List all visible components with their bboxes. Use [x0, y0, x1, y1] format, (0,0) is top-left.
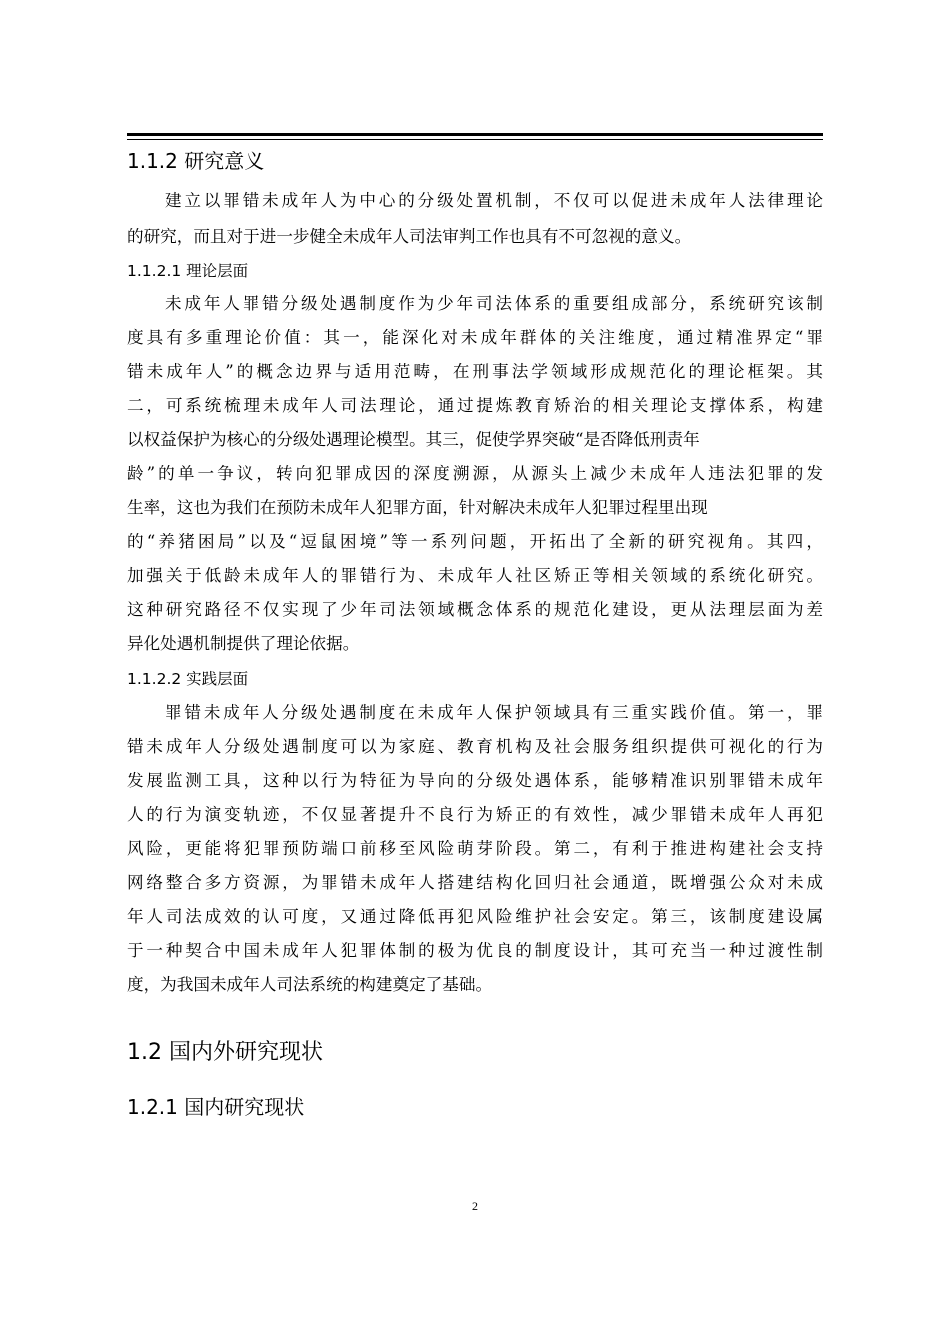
- paragraph-line: 龄”的单一争议，转向犯罪成因的深度溯源，从源头上减少未成年人违法犯罪的发: [127, 464, 823, 483]
- paragraph-line: 这种研究路径不仅实现了少年司法领域概念体系的规范化建设，更从法理层面为差: [127, 600, 823, 619]
- paragraph-line: 风险，更能将犯罪预防端口前移至风险萌芽阶段。第二，有利于推进构建社会支持: [127, 839, 823, 858]
- paragraph-line: 加强关于低龄未成年人的罪错行为、未成年人社区矫正等相关领域的系统化研究。: [127, 566, 823, 585]
- paragraph-line: 的研究，而且对于进一步健全未成年人司法审判工作也具有不可忽视的意义。: [127, 227, 692, 246]
- paragraph-line: 度具有多重理论价值：其一，能深化对未成年群体的关注维度，通过精准界定“罪: [127, 328, 823, 347]
- header-rule-thin: [127, 139, 823, 140]
- paragraph-line: 人的行为演变轨迹，不仅显著提升不良行为矫正的有效性，减少罪错未成年人再犯: [127, 805, 823, 824]
- page-number: 2: [472, 1199, 478, 1213]
- paragraph-line: 度，为我国未成年人司法系统的构建奠定了基础。: [127, 975, 493, 994]
- paragraph-line: 以权益保护为核心的分级处遇理论模型。其三，促使学界突破“是否降低刑责年: [127, 430, 700, 449]
- header-rule-thick: [127, 133, 823, 136]
- paragraph-line: 错未成年人分级处遇制度可以为家庭、教育机构及社会服务组织提供可视化的行为: [127, 737, 823, 756]
- paragraph-line: 未成年人罪错分级处遇制度作为少年司法体系的重要组成部分，系统研究该制: [165, 294, 823, 313]
- paragraph-line: 网络整合多方资源，为罪错未成年人搭建结构化回归社会通道，既增强公众对未成: [127, 873, 823, 892]
- paragraph-line: 生率，这也为我们在预防未成年人犯罪方面，针对解决未成年人犯罪过程里出现: [127, 498, 708, 517]
- paragraph-line: 错未成年人”的概念边界与适用范畴，在刑事法学领域形成规范化的理论框架。其: [127, 362, 823, 381]
- paragraph-line: 发展监测工具，这种以行为特征为导向的分级处遇体系，能够精准识别罪错未成年: [127, 771, 823, 790]
- paragraph-line: 的“养猪困局”以及“逗鼠困境”等一系列问题，开拓出了全新的研究视角。其四，: [127, 532, 823, 551]
- paragraph-line: 异化处遇机制提供了理论依据。: [127, 634, 360, 653]
- paragraph-line: 于一种契合中国未成年人犯罪体制的极为优良的制度设计，其可充当一种过渡性制: [127, 941, 823, 960]
- paragraph-line: 年人司法成效的认可度，又通过降低再犯风险维护社会安定。第三，该制度建设属: [127, 907, 823, 926]
- heading-1-1-2-1: 1.1.2.1 理论层面: [127, 262, 249, 280]
- heading-1-1-2: 1.1.2 研究意义: [127, 149, 265, 173]
- paragraph-line: 罪错未成年人分级处遇制度在未成年人保护领域具有三重实践价值。第一，罪: [165, 703, 823, 722]
- paragraph-line: 二，可系统梳理未成年人司法理论，通过提炼教育矫治的相关理论支撑体系，构建: [127, 396, 823, 415]
- paragraph-line: 建立以罪错未成年人为中心的分级处置机制，不仅可以促进未成年人法律理论: [165, 191, 823, 210]
- heading-1-1-2-2: 1.1.2.2 实践层面: [127, 670, 249, 688]
- heading-1-2-1: 1.2.1 国内研究现状: [127, 1095, 305, 1119]
- heading-1-2: 1.2 国内外研究现状: [127, 1040, 323, 1065]
